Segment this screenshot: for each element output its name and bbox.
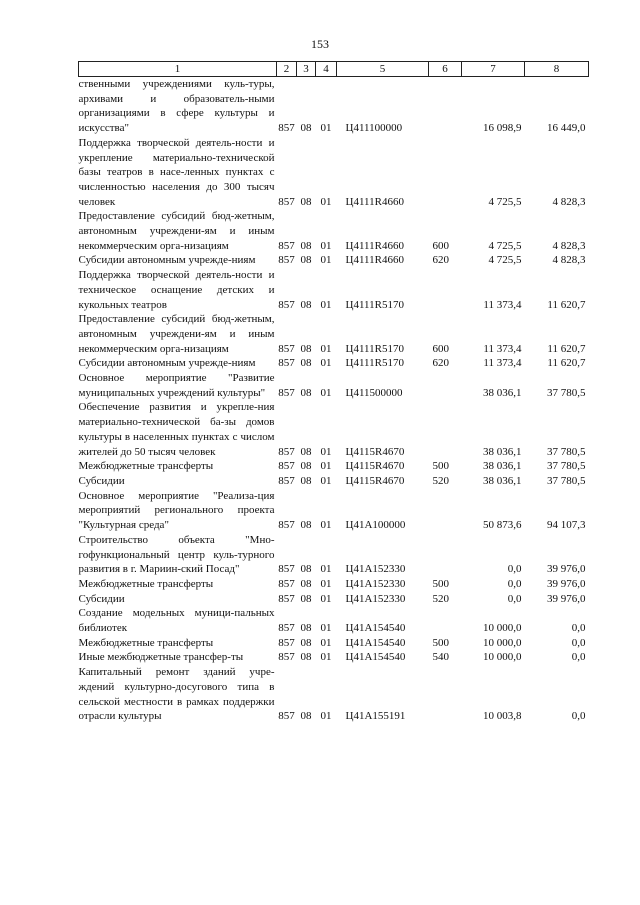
table-row [79, 356, 589, 371]
subsection-code-cell: 01 [320, 357, 332, 370]
row-name-cell: Иные межбюджетные трансфер-ты [78, 651, 244, 664]
row-name-cell: ственными учреждениями куль-туры, архивами и образователь-ными организациями в сфере культуры и искусства" [78, 78, 275, 135]
subsection-code-cell: 01 [320, 386, 332, 399]
amount-year1-cell: 10 003,8 [483, 710, 522, 723]
amount-year1-cell: 50 873,6 [483, 519, 522, 532]
target-article-cell: Ц4115R4670 [345, 460, 405, 473]
row-name-cell: Субсидии [78, 592, 125, 605]
row-name-cell: Субсидии [78, 474, 125, 487]
amount-year1-cell: 38 036,1 [483, 445, 522, 458]
column-header: 2 [277, 62, 297, 77]
table-row [79, 77, 589, 136]
amount-year1-cell: 38 036,1 [483, 474, 522, 487]
column-header: 6 [429, 62, 462, 77]
amount-year1-cell: 38 036,1 [483, 460, 522, 473]
section-code-cell: 08 [300, 445, 312, 458]
column-header: 1 [79, 62, 277, 77]
amount-year1-cell: 10 000,0 [483, 636, 522, 649]
expense-type-cell: 600 [432, 342, 449, 355]
subsection-code-cell: 01 [320, 122, 332, 135]
section-code-cell: 08 [300, 460, 312, 473]
subsection-code-cell: 01 [320, 474, 332, 487]
section-code-cell: 08 [300, 239, 312, 252]
subsection-code-cell: 01 [320, 519, 332, 532]
amount-year1-cell: 4 725,5 [488, 195, 522, 208]
amount-year2-cell: 0,0 [571, 622, 586, 635]
grbs-code-cell: 857 [278, 710, 295, 723]
subsection-code-cell: 01 [320, 592, 332, 605]
target-article-cell: Ц4115R4670 [345, 474, 405, 487]
expense-type-cell: 620 [432, 357, 449, 370]
expense-type-cell [429, 489, 462, 533]
amount-year2-cell: 37 780,5 [547, 445, 586, 458]
table-row [79, 253, 589, 268]
section-code-cell: 08 [300, 519, 312, 532]
target-article-cell: Ц41А155191 [345, 710, 406, 723]
table-row [79, 592, 589, 607]
amount-year2-cell: 94 107,3 [547, 519, 586, 532]
subsection-code-cell: 01 [320, 622, 332, 635]
subsection-code-cell: 01 [320, 195, 332, 208]
row-name-cell: Субсидии автономным учрежде-ниям [78, 254, 256, 267]
grbs-code-cell: 857 [278, 342, 295, 355]
subsection-code-cell: 01 [320, 651, 332, 664]
expense-type-cell: 600 [432, 239, 449, 252]
table-row [79, 474, 589, 489]
expense-type-cell: 520 [432, 592, 449, 605]
expense-type-cell [429, 77, 462, 136]
table-row [79, 489, 589, 533]
grbs-code-cell: 857 [278, 622, 295, 635]
target-article-cell: Ц4111R4660 [345, 239, 404, 252]
expense-type-cell [429, 533, 462, 577]
target-article-cell: Ц411500000 [345, 386, 403, 399]
row-name-cell: Основное мероприятие "Развитие муниципальных учреждений культуры" [78, 372, 275, 399]
target-article-cell: Ц4111R4660 [345, 195, 404, 208]
amount-year2-cell: 4 828,3 [552, 254, 586, 267]
subsection-code-cell: 01 [320, 254, 332, 267]
table-body [79, 77, 589, 724]
expense-type-cell [429, 400, 462, 459]
amount-year2-cell: 39 976,0 [547, 592, 586, 605]
budget-table [78, 61, 589, 724]
target-article-cell: Ц4111R5170 [345, 357, 404, 370]
expense-type-cell [429, 268, 462, 312]
amount-year2-cell: 11 620,7 [547, 357, 586, 370]
section-code-cell: 08 [300, 195, 312, 208]
expense-type-cell [429, 136, 462, 210]
section-code-cell: 08 [300, 592, 312, 605]
table-row [79, 665, 589, 724]
table-row [79, 606, 589, 635]
target-article-cell: Ц41А154540 [345, 636, 406, 649]
amount-year1-cell: 16 098,9 [483, 122, 522, 135]
row-name-cell: Поддержка творческой деятель-ности и техническое оснащение детских и кукольных театров [78, 269, 275, 311]
column-header: 7 [462, 62, 525, 77]
subsection-code-cell: 01 [320, 342, 332, 355]
table-row [79, 371, 589, 400]
section-code-cell: 08 [300, 474, 312, 487]
expense-type-cell [429, 606, 462, 635]
expense-type-cell: 500 [432, 577, 449, 590]
grbs-code-cell: 857 [278, 651, 295, 664]
amount-year2-cell: 0,0 [571, 710, 586, 723]
expense-type-cell: 500 [432, 460, 449, 473]
section-code-cell: 08 [300, 254, 312, 267]
section-code-cell: 08 [300, 563, 312, 576]
grbs-code-cell: 857 [278, 239, 295, 252]
section-code-cell: 08 [300, 298, 312, 311]
grbs-code-cell: 857 [278, 122, 295, 135]
table-row [79, 312, 589, 356]
row-name-cell: Предоставление субсидий бюд-жетным, автономным учреждени-ям и иным некоммерческим орга-низациям [78, 313, 275, 355]
subsection-code-cell: 01 [320, 710, 332, 723]
table-row [79, 636, 589, 651]
table-row [79, 268, 589, 312]
target-article-cell: Ц4111R5170 [345, 298, 404, 311]
row-name-cell: Межбюджетные трансферты [78, 577, 214, 590]
subsection-code-cell: 01 [320, 460, 332, 473]
grbs-code-cell: 857 [278, 592, 295, 605]
page-number: 153 [311, 37, 329, 51]
table-row [79, 533, 589, 577]
section-code-cell: 08 [300, 342, 312, 355]
column-header: 3 [297, 62, 316, 77]
amount-year1-cell: 11 373,4 [483, 357, 522, 370]
grbs-code-cell: 857 [278, 357, 295, 370]
amount-year1-cell: 0,0 [507, 563, 522, 576]
amount-year2-cell: 39 976,0 [547, 563, 586, 576]
row-name-cell: Создание модельных муници-пальных библиотек [78, 607, 275, 635]
amount-year2-cell: 37 780,5 [547, 386, 586, 399]
table-row [79, 136, 589, 210]
amount-year2-cell: 4 828,3 [552, 195, 586, 208]
target-article-cell: Ц41А154540 [345, 651, 406, 664]
column-header: 5 [337, 62, 429, 77]
amount-year1-cell: 0,0 [507, 577, 522, 590]
expense-type-cell [429, 371, 462, 400]
grbs-code-cell: 857 [278, 445, 295, 458]
amount-year1-cell: 10 000,0 [483, 622, 522, 635]
target-article-cell: Ц41А152330 [345, 592, 406, 605]
grbs-code-cell: 857 [278, 254, 295, 267]
amount-year1-cell: 0,0 [507, 592, 522, 605]
row-name-cell: Строительство объекта "Мно-гофункциональный центр куль-турного развития в г. Мариин-ский Посад" [78, 533, 275, 576]
grbs-code-cell: 857 [278, 577, 295, 590]
row-name-cell: Предоставление субсидий бюд-жетным, автономным учреждени-ям и иным некоммерческим орга-низациям [78, 210, 275, 252]
amount-year1-cell: 38 036,1 [483, 386, 522, 399]
target-article-cell: Ц411100000 [345, 122, 403, 135]
table-row [79, 459, 589, 474]
section-code-cell: 08 [300, 386, 312, 399]
grbs-code-cell: 857 [278, 519, 295, 532]
section-code-cell: 08 [300, 122, 312, 135]
amount-year2-cell: 0,0 [571, 651, 586, 664]
amount-year2-cell: 11 620,7 [547, 298, 586, 311]
amount-year2-cell: 37 780,5 [547, 460, 586, 473]
expense-type-cell: 520 [432, 474, 449, 487]
section-code-cell: 08 [300, 636, 312, 649]
column-header: 4 [316, 62, 337, 77]
amount-year2-cell: 4 828,3 [552, 239, 586, 252]
expense-type-cell: 540 [432, 651, 449, 664]
table-row [79, 400, 589, 459]
expense-type-cell: 620 [432, 254, 449, 267]
table-row [79, 577, 589, 592]
table-header-row [79, 62, 589, 77]
subsection-code-cell: 01 [320, 636, 332, 649]
target-article-cell: Ц41А100000 [345, 519, 406, 532]
amount-year2-cell: 37 780,5 [547, 474, 586, 487]
row-name-cell: Обеспечение развития и укрепле-ния материально-технической ба-зы домов культуры в населенных пунктах с числом жителей до 50 тысяч человек [78, 401, 275, 458]
table-row [79, 650, 589, 665]
row-name-cell: Межбюджетные трансферты [78, 460, 214, 473]
target-article-cell: Ц4111R5170 [345, 342, 404, 355]
grbs-code-cell: 857 [278, 474, 295, 487]
row-name-cell: Основное мероприятие "Реализа-ция мероприятий регионального проекта "Культурная среда" [78, 489, 275, 532]
subsection-code-cell: 01 [320, 577, 332, 590]
target-article-cell: Ц4111R4660 [345, 254, 404, 267]
section-code-cell: 08 [300, 577, 312, 590]
grbs-code-cell: 857 [278, 386, 295, 399]
amount-year2-cell: 39 976,0 [547, 577, 586, 590]
amount-year2-cell: 11 620,7 [547, 342, 586, 355]
amount-year1-cell: 11 373,4 [483, 342, 522, 355]
target-article-cell: Ц41А152330 [345, 577, 406, 590]
grbs-code-cell: 857 [278, 460, 295, 473]
subsection-code-cell: 01 [320, 239, 332, 252]
section-code-cell: 08 [300, 357, 312, 370]
column-header: 8 [525, 62, 589, 77]
grbs-code-cell: 857 [278, 298, 295, 311]
amount-year1-cell: 4 725,5 [488, 254, 522, 267]
grbs-code-cell: 857 [278, 636, 295, 649]
subsection-code-cell: 01 [320, 563, 332, 576]
amount-year1-cell: 10 000,0 [483, 651, 522, 664]
amount-year2-cell: 16 449,0 [547, 122, 586, 135]
subsection-code-cell: 01 [320, 445, 332, 458]
target-article-cell: Ц41А152330 [345, 563, 406, 576]
section-code-cell: 08 [300, 651, 312, 664]
section-code-cell: 08 [300, 710, 312, 723]
amount-year2-cell: 0,0 [571, 636, 586, 649]
row-name-cell: Субсидии автономным учрежде-ниям [78, 357, 256, 370]
section-code-cell: 08 [300, 622, 312, 635]
expense-type-cell: 500 [432, 636, 449, 649]
row-name-cell: Поддержка творческой деятель-ности и укрепление материально-технической базы театров в насе-ленных пунктах с численностью населения до 300 тысяч человек [78, 136, 275, 208]
row-name-cell: Капитальный ремонт зданий учре-ждений культурно-досугового типа в сельской местности в рамках поддержки отрасли культуры [78, 666, 275, 723]
amount-year1-cell: 4 725,5 [488, 239, 522, 252]
grbs-code-cell: 857 [278, 563, 295, 576]
row-name-cell: Межбюджетные трансферты [78, 636, 214, 649]
table-row [79, 209, 589, 253]
expense-type-cell [429, 665, 462, 724]
target-article-cell: Ц4115R4670 [345, 445, 405, 458]
target-article-cell: Ц41А154540 [345, 622, 406, 635]
amount-year1-cell: 11 373,4 [483, 298, 522, 311]
subsection-code-cell: 01 [320, 298, 332, 311]
grbs-code-cell: 857 [278, 195, 295, 208]
